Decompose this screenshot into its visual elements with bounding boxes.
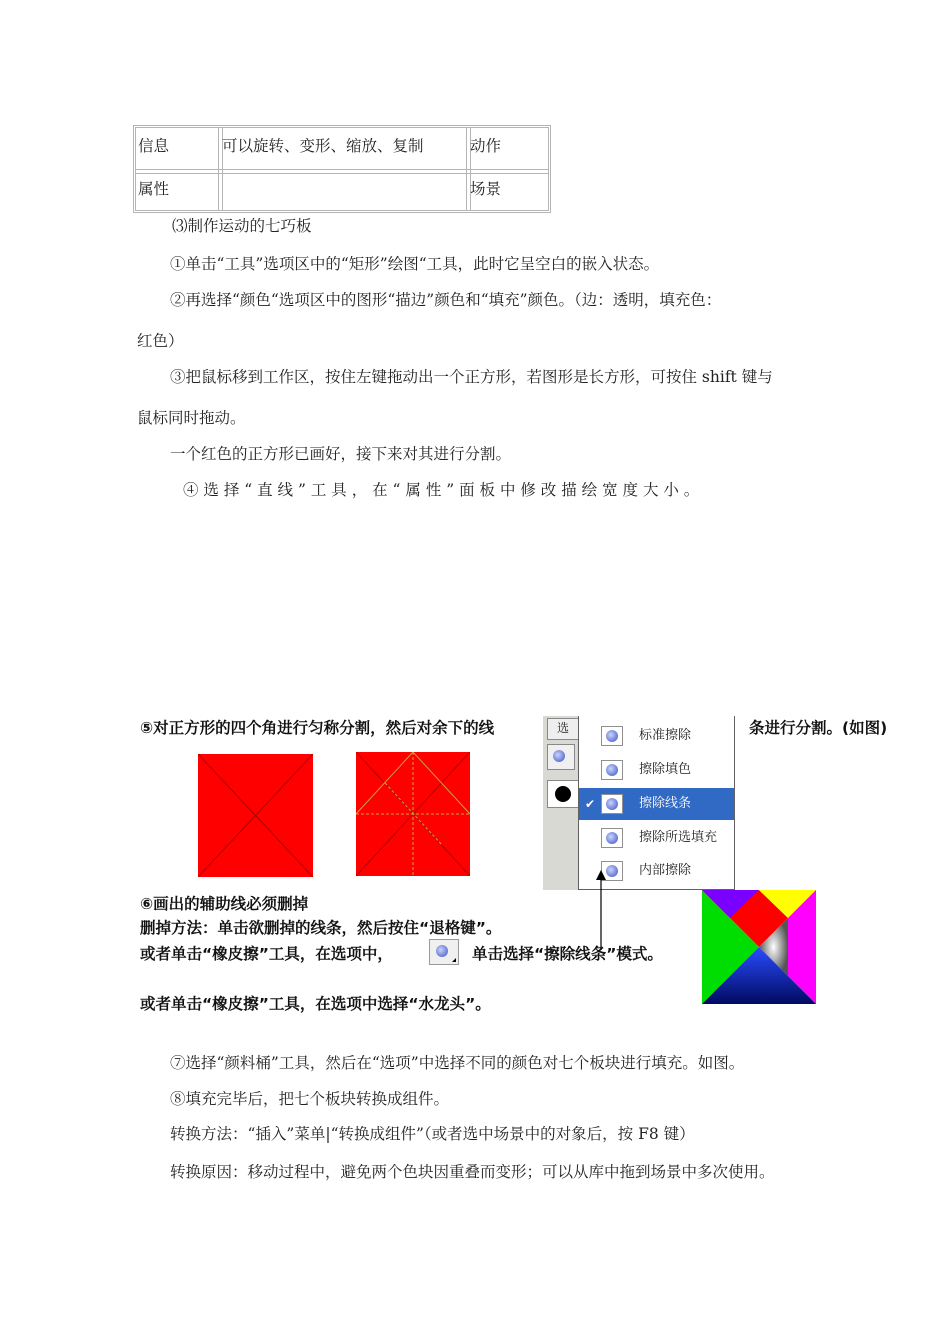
check-icon: ✔ <box>585 797 596 811</box>
table-cell: 场景 <box>470 180 502 198</box>
pointer-arrow <box>594 870 608 950</box>
table-cell: 信息 <box>138 137 170 155</box>
erase-icon <box>601 760 623 780</box>
menu-item-erase-selected-fill[interactable] <box>579 822 734 854</box>
menu-item-label: 擦除填色 <box>639 762 692 777</box>
paragraph: ⑦选择“颜料桶”工具，然后在“选项”中选择不同的颜色对七个板块进行填充。如图。 <box>170 1054 745 1072</box>
menu-item-label: 擦除线条 <box>639 796 692 811</box>
step6-line: 或者单击“橡皮擦”工具，在选项中， <box>140 945 393 963</box>
step6-line: 删掉方法：单击欲删掉的线条，然后按住“退格键”。 <box>140 919 502 937</box>
red-square-diagonals <box>198 754 313 877</box>
colored-tangram <box>702 890 816 1004</box>
paragraph: ②再选择“颜色“选项区中的图形“描边”颜色和“填充”颜色。（边：透明，填充色： <box>170 291 722 309</box>
table-row-divider <box>136 169 548 174</box>
paragraph: ③把鼠标移到工作区，按住左键拖动出一个正方形，若图形是长方形，可按住 shift 键与 <box>170 368 773 386</box>
menu-item-erase-fill[interactable] <box>579 754 734 786</box>
erase-icon <box>601 828 623 848</box>
paragraph: 转换原因：移动过程中，避免两个色块因重叠而变形；可以从库中拖到场景中多次使用。 <box>170 1163 775 1181</box>
paragraph: ①单击“工具”选项区中的“矩形”绘图“工具，此时它呈空白的嵌入状态。 <box>170 255 660 273</box>
eraser-mode-menu <box>578 716 735 890</box>
options-tab[interactable]: 选 <box>547 718 579 740</box>
step6-title: ⑥画出的辅助线必须删掉 <box>140 895 309 913</box>
step5-text: ⑤对正方形的四个角进行匀称分割，然后对余下的线 <box>140 719 495 737</box>
step5-text-continued: 条进行分割。(如图) <box>749 719 888 737</box>
diagonal-lines <box>198 754 313 877</box>
eraser-mode-icon <box>429 939 459 965</box>
menu-item-label: 内部擦除 <box>639 863 692 878</box>
menu-item-label: 标准擦除 <box>639 728 692 743</box>
paragraph: ④ 选 择 “ 直 线 ” 工 具 ， 在 “ 属 性 ” 面 板 中 修 改 描 绘 宽 度 大 小 。 <box>183 481 700 499</box>
menu-item-label: 擦除所选填充 <box>639 830 718 845</box>
eraser-mode-icon[interactable] <box>547 744 575 770</box>
table-cell: 可以旋转、变形、缩放、复制 <box>222 137 424 155</box>
paragraph: 红色） <box>137 332 184 350</box>
menu-item-erase-lines[interactable] <box>579 788 734 820</box>
info-table <box>133 125 551 213</box>
erase-icon <box>601 794 623 814</box>
red-square-divided <box>356 752 470 876</box>
menu-item-standard-erase[interactable] <box>579 720 734 752</box>
step6-line: 或者单击“橡皮擦”工具，在选项中选择“水龙头”。 <box>140 995 491 1013</box>
step6-line: 单击选择“擦除线条”模式。 <box>472 945 663 963</box>
paragraph-heading: ⑶制作运动的七巧板 <box>172 217 312 235</box>
paragraph: 一个红色的正方形已画好，接下来对其进行分割。 <box>170 445 512 463</box>
division-lines <box>356 752 470 876</box>
paragraph: 鼠标同时拖动。 <box>137 409 246 427</box>
table-cell: 属性 <box>138 180 170 198</box>
table-cell: 动作 <box>470 137 502 155</box>
paragraph: ⑧填充完毕后，把七个板块转换成组件。 <box>170 1090 450 1108</box>
eraser-shape-icon[interactable] <box>547 780 579 808</box>
erase-icon <box>601 726 623 746</box>
paragraph: 转换方法：“插入”菜单|“转换成组件”（或者选中场景中的对象后，按 F8 键） <box>170 1125 695 1143</box>
